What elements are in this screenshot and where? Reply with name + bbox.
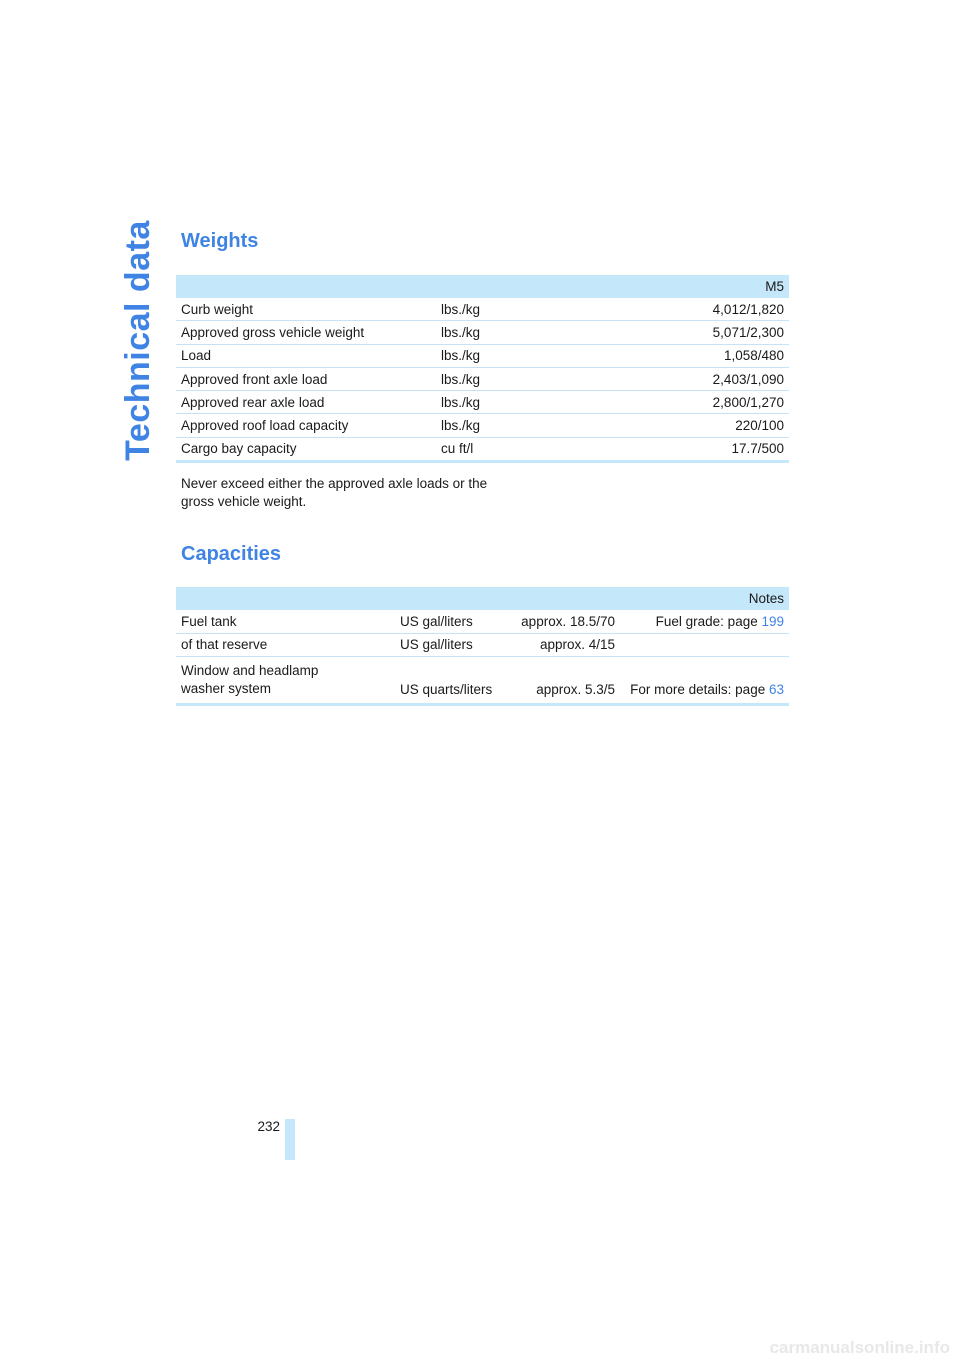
table-row [176, 321, 789, 344]
row-label: Approved roof load capacity [176, 414, 436, 437]
capacities-column-notes: Notes [620, 587, 789, 610]
row-value: 2,800/1,270 [546, 391, 789, 414]
row-unit: lbs./kg [436, 391, 546, 414]
watermark: carmanualsonline.info [769, 1338, 950, 1357]
page-link[interactable]: 199 [761, 613, 784, 629]
row-value: 1,058/480 [546, 344, 789, 367]
table-row [176, 391, 789, 414]
row-label-line1: Window and headlamp [181, 663, 319, 678]
capacities-table-header [176, 587, 789, 610]
row-label: Approved rear axle load [176, 391, 436, 414]
row-label: Approved front axle load [176, 367, 436, 390]
table-row [176, 367, 789, 390]
table-row [176, 437, 789, 461]
capacities-heading: Capacities [181, 543, 282, 565]
row-value: 4,012/1,820 [546, 298, 789, 321]
chapter-side-title-text: Technical data [118, 219, 157, 461]
row-value: approx. 18.5/70 [510, 610, 620, 633]
row-value: 2,403/1,090 [546, 367, 789, 390]
row-value: 17.7/500 [546, 437, 789, 461]
table-row [176, 414, 789, 437]
row-label: Curb weight [176, 298, 436, 321]
row-unit: lbs./kg [436, 321, 546, 344]
row-value: approx. 5.3/5 [510, 657, 620, 705]
row-note [620, 610, 789, 633]
row-note [620, 657, 789, 705]
row-value: approx. 4/15 [510, 633, 620, 657]
row-label: Cargo bay capacity [176, 437, 436, 461]
weights-column-m5: M5 [546, 275, 789, 298]
chapter-side-title [118, 219, 158, 461]
weights-note: Never exceed either the approved axle loads or the gross vehicle weight. [181, 476, 488, 509]
page-number: 232 [257, 1119, 280, 1134]
row-note [620, 633, 789, 657]
row-label: of that reserve [176, 633, 395, 657]
row-unit: lbs./kg [436, 414, 546, 437]
row-value: 220/100 [546, 414, 789, 437]
page-number-bar [285, 1119, 295, 1160]
row-unit: lbs./kg [436, 367, 546, 390]
row-label [176, 657, 395, 705]
row-note-text: Fuel grade: page [655, 613, 762, 629]
table-row [176, 610, 789, 633]
row-unit: lbs./kg [436, 344, 546, 367]
row-label: Fuel tank [176, 610, 395, 633]
table-row [176, 633, 789, 657]
table-row [176, 298, 789, 321]
row-unit: US quarts/liters [395, 657, 510, 705]
weights-table [176, 275, 789, 463]
capacities-table [176, 587, 789, 706]
page-link[interactable]: 63 [768, 682, 784, 697]
weights-heading: Weights [181, 230, 259, 252]
row-unit: US gal/liters [395, 610, 510, 633]
row-unit: cu ft/l [436, 437, 546, 461]
row-label-line2: washer system [181, 680, 272, 696]
row-value: 5,071/2,300 [546, 321, 789, 344]
row-unit: US gal/liters [395, 633, 510, 657]
row-label: Load [176, 344, 436, 367]
weights-table-header [176, 275, 789, 298]
row-unit: lbs./kg [436, 298, 546, 321]
row-label: Approved gross vehicle weight [176, 321, 436, 344]
table-row [176, 657, 789, 705]
row-note-text: For more details: page [630, 682, 769, 697]
table-row [176, 344, 789, 367]
